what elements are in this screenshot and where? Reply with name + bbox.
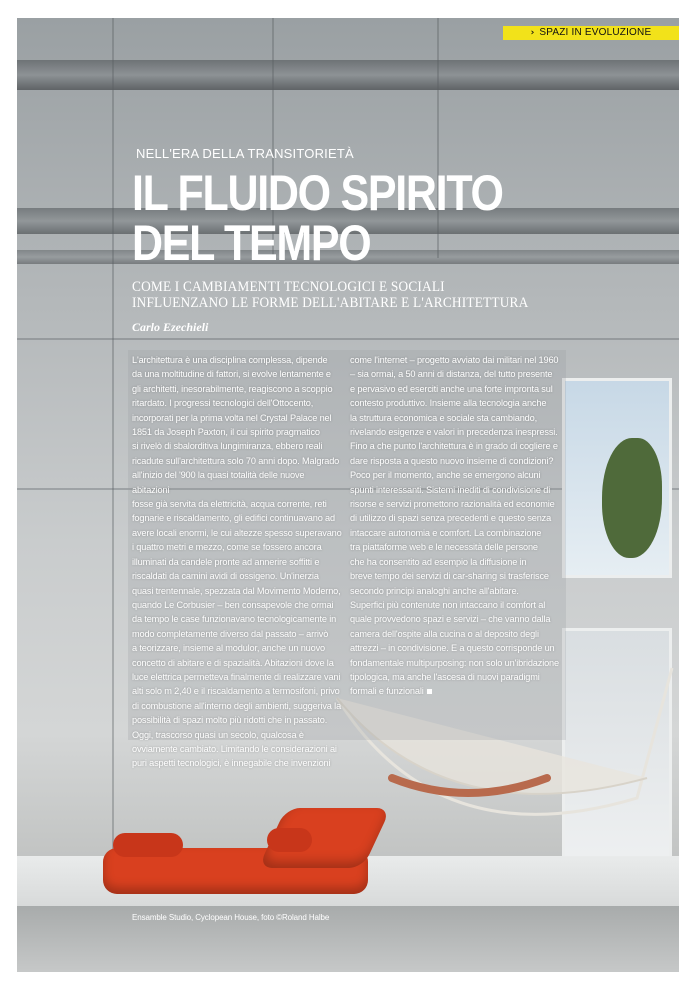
- body-line: fosse già servita da elettricità, acqua corrente, reti: [132, 499, 327, 510]
- body-line: illuminati da candele pronte ad annerire soffitti e: [132, 556, 320, 567]
- body-line: spunti interessanti. Sistemi inediti di condivisione di: [350, 484, 551, 495]
- body-line: tipologica, ma anche l'ascesa di nuovi paradigmi: [350, 671, 540, 682]
- body-line: da tempo le case funzionavano tecnologicamente in: [132, 614, 337, 625]
- subtitle-line: INFLUENZANO LE FORME DELL'ABITARE E L'ARCHITETTURA: [132, 295, 529, 311]
- body-line: alti solo m 2,40 e il riscaldamento a termosifoni, privo: [132, 686, 340, 697]
- body-line: i quattro metri e mezzo, come se fossero ancora: [132, 542, 322, 553]
- body-line: incorporati per la prima volta nel Crystal Palace nel: [132, 412, 332, 423]
- body-line: e pervasivo ed eserciti anche una forte impronta sul: [350, 383, 553, 394]
- author-byline: Carlo Ezechieli: [132, 320, 209, 334]
- headline-line: IL FLUIDO SPIRITO: [132, 165, 503, 221]
- photo-caption: Ensamble Studio, Cyclopean House, foto ©Roland Halbe: [132, 913, 330, 922]
- red-pillow: [113, 833, 183, 857]
- body-column-1: [132, 353, 342, 771]
- body-line: rivelando esigenze e valori in precedenza inespressi.: [350, 427, 558, 438]
- body-line: L'architettura è una disciplina complessa, dipende: [132, 355, 328, 365]
- body-line: quale provvedono spazi e servizi – che vanno dalla: [350, 614, 551, 625]
- chevron-right-icon: ›: [530, 27, 535, 38]
- body-line: concetto di abitare e di spazialità. Abitazioni dove la: [132, 657, 334, 668]
- body-column-2: [350, 353, 562, 699]
- body-line: come l'internet – progetto avviato dai militari nel 1960: [350, 355, 559, 365]
- wall-panel-line: [112, 18, 114, 972]
- tree-through-window: [602, 438, 662, 558]
- end-mark-icon: [427, 689, 432, 694]
- body-line: avere locali enormi, le cui altezze spesso superavano: [132, 527, 342, 538]
- body-line: di utilizzo di spazi senza precedenti e questo senza: [350, 513, 552, 524]
- body-line: secondo principi analoghi anche all'abitare.: [350, 585, 519, 596]
- body-line: 1851 da Joseph Paxton, il cui spirito pragmatico: [132, 427, 320, 438]
- body-line: che ha consentito ad esempio la diffusione in: [350, 556, 527, 567]
- body-line: ritardato. I progressi tecnologici dell'Ottocento,: [132, 398, 314, 409]
- body-line: si rivelò di sbalorditiva lungimiranza, ebbero reali: [132, 441, 323, 452]
- wall-panel-line: [17, 338, 679, 340]
- ceiling-beam: [17, 60, 679, 90]
- body-line: gli architetti, inesorabilmente, reagiscono a scoppio: [132, 383, 333, 394]
- body-line: dare risposta a questo nuovo insieme di condizioni?: [350, 455, 554, 466]
- body-line: ovviamente cambiato. Limitando le considerazioni ai: [132, 743, 337, 754]
- body-line: all'inizio del '900 la quasi totalità delle nuove abitazioni: [132, 470, 305, 495]
- article-kicker: NELL'ERA DELLA TRANSITORIETÀ: [136, 146, 354, 161]
- body-line: fondamentale multipurposing: non solo un'ibridazione: [350, 657, 559, 668]
- body-line: la struttura economica e sociale sta cambiando,: [350, 412, 538, 423]
- body-line: Superfici più contenute non intaccano il comfort al: [350, 599, 546, 610]
- body-line: – sia ormai, a 50 anni di distanza, del tutto presente: [350, 369, 553, 380]
- body-line-last: [350, 684, 562, 698]
- body-line: modo completamente diverso dal passato – arrivò: [132, 628, 329, 639]
- body-line: attrezzi – in condivisione. E a questo corrisponde un: [350, 643, 555, 654]
- body-line: possibilità di spazi molto più ridotti che in passato.: [132, 715, 328, 726]
- body-line: Poco per il momento, anche se emergono alcuni: [350, 470, 541, 481]
- body-line: intaccare autonomia e comfort. La combinazione: [350, 527, 542, 538]
- section-tag-label: SPAZI IN EVOLUZIONE: [539, 27, 652, 38]
- section-tag: [503, 26, 679, 40]
- article-headline: [132, 165, 572, 271]
- body-line-text: formali e funzionali: [350, 686, 424, 697]
- headline-line: DEL TEMPO: [132, 215, 371, 271]
- body-line: puri aspetti tecnologici, è innegabile che invenzioni: [132, 758, 331, 769]
- body-line: tra piattaforme web e le necessità delle persone: [350, 542, 538, 553]
- body-line: riscaldati da camini avidi di ossigeno. Un'inerzia: [132, 571, 319, 582]
- body-line: da una moltitudine di fattori, si evolve lentamente e: [132, 369, 331, 380]
- body-line: risorse e servizi promettono razionalità ed economie: [350, 499, 555, 510]
- body-line: Oggi, trascorso quasi un secolo, qualcosa è: [132, 729, 304, 740]
- body-line: camera dell'ospite alla cucina o al deposito degli: [350, 628, 539, 639]
- article-subtitle: [132, 279, 562, 311]
- floor-edge: [17, 906, 679, 972]
- body-line: quando Le Corbusier – ben consapevole che ormai: [132, 599, 334, 610]
- subtitle-line: COME I CAMBIAMENTI TECNOLOGICI E SOCIALI: [132, 279, 445, 295]
- body-line: luce elettrica permetteva finalmente di realizzare vani: [132, 671, 341, 682]
- body-line: di combustione all'interno degli ambienti, suggeriva la: [132, 700, 342, 711]
- body-line: Fino a che punto l'architettura è in grado di cogliere e: [350, 441, 558, 452]
- body-line: a teorizzare, insieme al modulor, anche un nuovo: [132, 643, 326, 654]
- red-pillow: [267, 828, 312, 852]
- body-line: breve tempo dei servizi di car-sharing si trasferisce: [350, 571, 549, 582]
- body-line: quasi trentennale, spezzata dal Movimento Moderno,: [132, 585, 341, 596]
- body-line: contesto produttivo. Insieme alla tecnologia anche: [350, 398, 547, 409]
- body-line: ricadute sull'architettura solo 70 anni dopo. Malgrado: [132, 455, 340, 466]
- body-line: fognarie e riscaldamento, gli edifici continuavano ad: [132, 513, 335, 524]
